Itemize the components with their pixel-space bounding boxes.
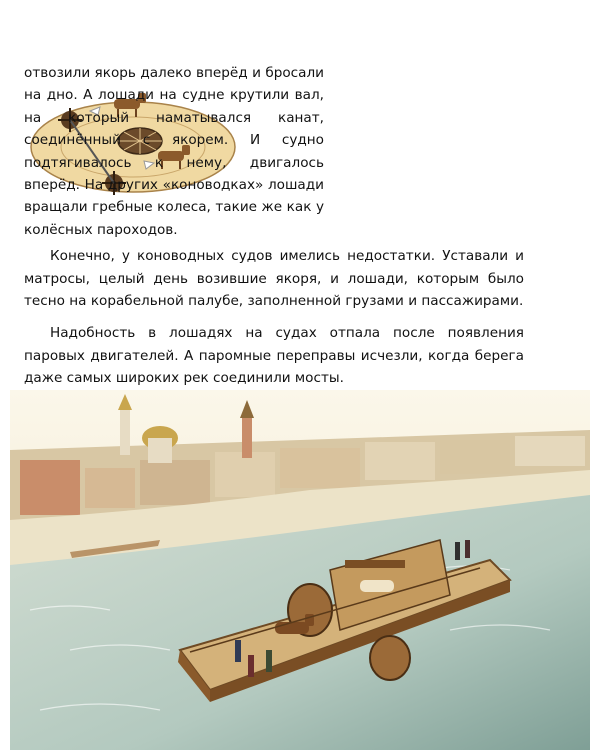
paragraph-3: Надобность в лошадях на судах отпала после появления паровых двигателей. А паромные переправы исчезли, когда берега даже самых широких рек соединили мосты. xyxy=(24,325,524,387)
river-ferry-illustration xyxy=(10,390,590,750)
paragraph-2: Конечно, у коноводных судов имелись недостатки. Уставали и матросы, целый день возившие якоря, и лошади, которым было тесно на корабельной палубе, заполненной грузами и пассажирами. xyxy=(24,248,524,310)
article-text xyxy=(24,62,524,390)
paragraph-1: отвозили якорь далеко вперёд и бросали на дно. А лошади на судне крутили вал, на который наматывался канат, соединённый с якорем. И судно подтягивалось к нему, двигалось вперёд. На других «коноводках» лошади вращали гребные колеса, такие же как у колёсных пароходов. xyxy=(24,65,324,238)
